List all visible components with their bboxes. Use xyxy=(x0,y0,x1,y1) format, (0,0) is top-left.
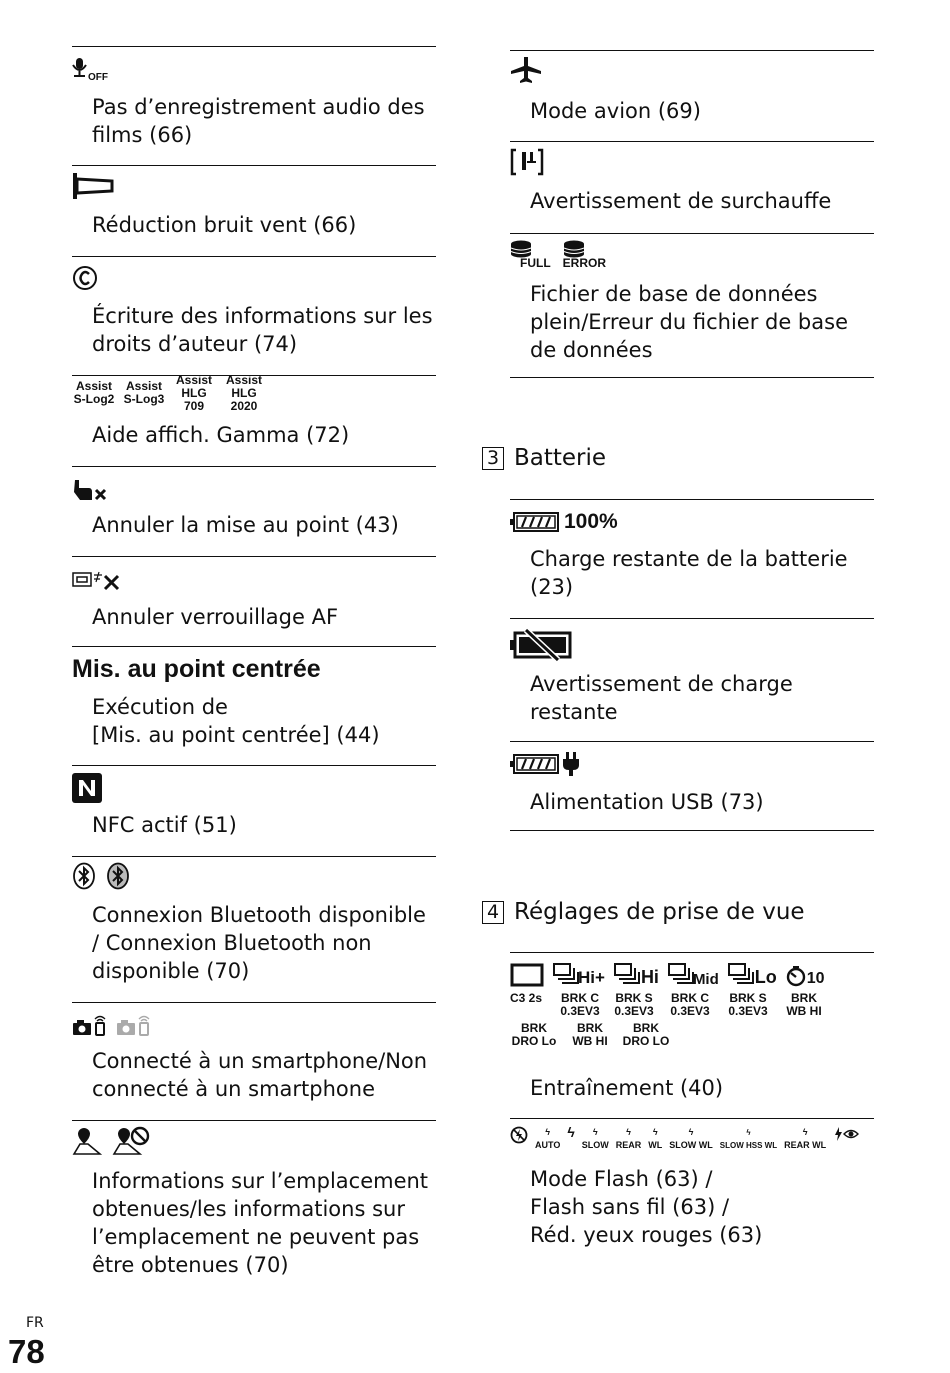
overheat-warning-icon xyxy=(510,148,544,176)
flash-wireless-icon: ϟ WL xyxy=(648,1127,663,1150)
divider xyxy=(72,256,436,257)
divider xyxy=(72,646,436,647)
airplane-icon xyxy=(510,56,542,84)
divider xyxy=(72,765,436,766)
database-error-icon xyxy=(563,240,606,270)
assist-hlg2020-icon: Assist HLG 2020 xyxy=(225,372,263,413)
smartphone-connected-icon xyxy=(72,1011,106,1037)
flash-slow-sync-icon: ϟ SLOW xyxy=(581,1127,609,1150)
divider xyxy=(510,741,874,742)
flash-slow-wireless-icon: ϟ SLOW WL xyxy=(669,1127,713,1150)
dro-bracket-icon: BRK DRO Lo xyxy=(511,1021,557,1048)
divider xyxy=(72,856,436,857)
af-lock-cancel-icon xyxy=(72,566,122,594)
flash-fill-icon: ϟ xyxy=(567,1124,575,1140)
gamma-assist-icons xyxy=(72,372,266,413)
timer-bracket-continuous-icon: BRK C 0.3EV3 xyxy=(670,991,710,1018)
assist-slog2-icon: Assist S-Log2 xyxy=(73,379,115,406)
divider xyxy=(510,377,874,378)
flash-slow-hss-wireless-icon: ϟ SLOW HSS WL xyxy=(719,1128,778,1150)
entry-description: Annuler verrouillage AF xyxy=(92,605,339,629)
description-line: [Mis. au point centrée] (44) xyxy=(92,723,380,747)
assist-slog3-icon: Assist S-Log3 xyxy=(123,379,165,406)
description-line: Exécution de xyxy=(92,695,228,719)
entry-description: Avertissement de charge restante xyxy=(530,672,793,724)
divider xyxy=(510,499,874,500)
entry-description: Réduction bruit vent (66) xyxy=(92,213,357,237)
single-shooting-icon xyxy=(510,962,544,988)
description-line: Mode Flash (63) / xyxy=(530,1167,713,1191)
usb-power-icon xyxy=(510,750,580,778)
database-error-label: ERROR xyxy=(562,256,606,270)
location-obtained-icon xyxy=(72,1126,102,1156)
divider xyxy=(72,466,436,467)
description-line: Flash sans fil (63) / xyxy=(530,1195,730,1219)
entry-description: Aide affich. Gamma (72) xyxy=(92,423,350,447)
svg-text:OFF: OFF xyxy=(88,72,108,82)
battery-full-icon xyxy=(510,508,618,536)
divider xyxy=(510,952,874,953)
centered-focus-label: Mis. au point centrée xyxy=(72,655,321,683)
entry-description: Annuler la mise au point (43) xyxy=(92,513,399,537)
divider xyxy=(72,1120,436,1121)
flash-red-eye-icon xyxy=(833,1126,859,1142)
continuous-hi-plus-icon: Hi+ xyxy=(552,962,605,988)
mic-off-icon xyxy=(72,55,108,83)
entry-description: Connecté à un smartphone/Non connecté à un smartphone xyxy=(92,1049,428,1101)
touch-focus-cancel-icon xyxy=(72,476,108,504)
continuous-hi-icon: Hi xyxy=(613,962,659,988)
section-number: 3 xyxy=(482,447,504,470)
divider xyxy=(510,233,874,234)
divider xyxy=(72,46,436,47)
divider xyxy=(72,1002,436,1003)
entry-description: Avertissement de surchauffe xyxy=(530,189,832,213)
assist-hlg709-icon: Assist HLG 709 xyxy=(175,372,213,413)
bluetooth-icons xyxy=(72,861,130,891)
flash-rear-sync-icon: ϟ REAR xyxy=(615,1127,642,1150)
location-not-obtained-icon xyxy=(112,1126,152,1156)
continuous-mid-icon: Mid xyxy=(667,962,719,988)
self-timer-continuous-icon: C3 2s xyxy=(510,991,543,1005)
entry-description: Pas d’enregistrement audio des films (66) xyxy=(92,95,425,147)
wind-noise-reduction-icon xyxy=(72,172,114,200)
timer-wb-bracket-icon: BRK WB HI xyxy=(572,1021,608,1048)
bracket-continuous-icon: BRK C 0.3EV3 xyxy=(560,991,600,1018)
entry-description: Connexion Bluetooth disponible / Connexion Bluetooth non disponible (70) xyxy=(92,903,426,983)
battery-percent-label: 100% xyxy=(564,510,618,533)
section-heading-shooting-settings xyxy=(482,899,805,925)
page-footer xyxy=(8,1315,45,1371)
continuous-lo-icon: Lo xyxy=(727,962,777,988)
flash-auto-icon: ϟ AUTO xyxy=(535,1127,561,1150)
database-icons xyxy=(510,238,606,272)
entry-description: Fichier de base de données plein/Erreur du fichier de base de données xyxy=(530,282,848,362)
entry-description xyxy=(530,1165,874,1249)
section-title: Réglages de prise de vue xyxy=(514,899,805,925)
flash-mode-icons xyxy=(510,1126,874,1152)
description-line: Réd. yeux rouges (63) xyxy=(530,1223,763,1247)
database-full-label: FULL xyxy=(520,256,551,270)
drive-mode-row xyxy=(510,1022,874,1048)
entry-description xyxy=(92,693,436,749)
entry-description: Alimentation USB (73) xyxy=(530,790,764,814)
drive-mode-row xyxy=(510,958,874,988)
divider xyxy=(510,830,874,831)
smartphone-not-connected-icon xyxy=(116,1011,150,1037)
flash-rear-wireless-icon: ϟ REAR WL xyxy=(784,1127,827,1150)
section-number: 4 xyxy=(482,901,504,924)
divider xyxy=(510,1118,874,1119)
nfc-icon xyxy=(72,772,102,804)
divider xyxy=(510,50,874,51)
copyright-icon xyxy=(72,264,98,292)
divider xyxy=(72,556,436,557)
white-balance-bracket-icon: BRK WB HI xyxy=(786,991,822,1018)
divider xyxy=(510,141,874,142)
divider xyxy=(72,165,436,166)
timer-bracket-single-icon: BRK S 0.3EV3 xyxy=(728,991,768,1018)
bluetooth-unavailable-icon xyxy=(106,862,130,890)
drive-mode-icons xyxy=(510,958,874,1048)
bluetooth-available-icon xyxy=(72,862,96,890)
section-title: Batterie xyxy=(514,445,607,471)
location-info-icons xyxy=(72,1125,152,1157)
language-code: FR xyxy=(26,1315,44,1331)
page-number: 78 xyxy=(8,1333,45,1370)
entry-description: NFC actif (51) xyxy=(92,813,237,837)
bracket-single-icon: BRK S 0.3EV3 xyxy=(614,991,654,1018)
entry-description: Entraînement (40) xyxy=(530,1076,724,1100)
divider xyxy=(510,618,874,619)
entry-description: Charge restante de la batterie (23) xyxy=(530,547,848,599)
section-heading-battery xyxy=(482,445,606,471)
entry-description: Mode avion (69) xyxy=(530,99,701,123)
timer-dro-bracket-icon: BRK DRO LO xyxy=(622,1021,670,1048)
entry-description: Écriture des informations sur les droits d’auteur (74) xyxy=(92,304,433,356)
battery-empty-warning-icon xyxy=(510,627,572,663)
flash-off-icon xyxy=(510,1126,528,1144)
self-timer-10-icon: 10 xyxy=(785,964,825,988)
smartphone-connection-icons xyxy=(72,1010,150,1038)
entry-description: Informations sur l’emplacement obtenues/les informations sur l’emplacement ne peuvent pas être obtenues (70) xyxy=(92,1169,429,1277)
database-full-icon xyxy=(510,240,551,270)
drive-mode-row xyxy=(510,992,874,1018)
